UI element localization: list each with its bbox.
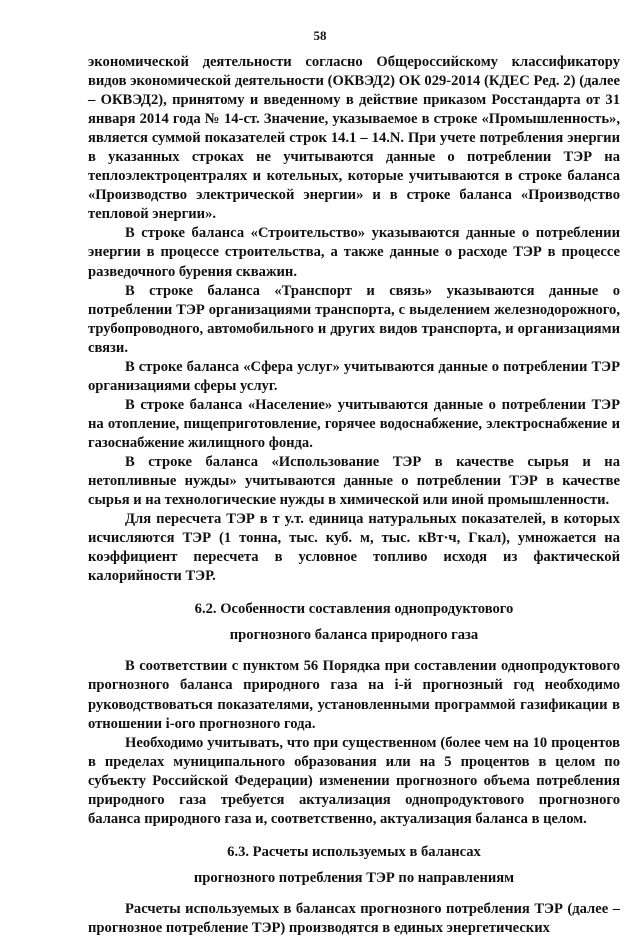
paragraph-actualization: Необходимо учитывать, что при существенном (более чем на 10 процентов в пределах муниципального образования или на 5 процентов в целом по субъекту Российской Федерации) изменении прогнозного объема потребления природного газа требуется актуализация однопродуктового прогнозного баланса природного газа и, соответственно, актуализация баланса в целом.: [88, 734, 620, 827]
paragraph-forecast-calc: Расчеты используемых в балансах прогнозного потребления ТЭР (далее – прогнозное потребление ТЭР) производятся в единых энергетических: [88, 900, 620, 936]
spacer: [88, 862, 620, 869]
spacer: [88, 829, 620, 843]
paragraph-transport: В строке баланса «Транспорт и связь» указываются данные о потреблении ТЭР организациями транспорта, с выделением железнодорожного, трубопроводного, автомобильного и других видов транспорта, и организациями связи.: [88, 282, 620, 356]
page-number: 58: [313, 28, 327, 43]
document-body: [88, 53, 620, 938]
spacer: [88, 645, 620, 657]
section-heading-6-2-line1: 6.2. Особенности составления однопродуктового: [194, 601, 514, 618]
paragraph-continuation: экономической деятельности согласно Общероссийскому классификатору видов экономической деятельности (ОКВЭД2) ОК 029-2014 (КДЕС Ред. 2) (далее – ОКВЭД2), принятому и введенному в действие приказом Росстандарта от 31 января 2014 года № 14-ст. Значение, указываемое в строке «Промышленность», является суммой показателей строк 14.1 – 14.N. При учете потребления энергии в указанных строках не учитываются данные о потреблении ТЭР на теплоэлектроцентралях и котельных, которые учитываются в строке баланса «Производство электрической энергии» и в строке баланса «Производство тепловой энергии».: [88, 54, 620, 223]
paragraph-raw-materials: В строке баланса «Использование ТЭР в качестве сырья и на нетопливные нужды» учитываются данные о потреблении ТЭР в качестве сырья и на технологические нужды в химической или иной промышленности.: [88, 453, 620, 509]
section-heading-6-3-line2: прогнозного потребления ТЭР по направлениям: [193, 869, 515, 886]
paragraph-gasification: В соответствии с пунктом 56 Порядка при составлении однопродуктового прогнозного баланса природного газа на i-й прогнозный год необходимо руководствоваться показателями, установленными программой газификации в отношении i-ого прогнозного года.: [88, 658, 620, 732]
section-heading-6-2-line2: прогнозного баланса природного газа: [229, 627, 479, 644]
spacer: [88, 586, 620, 600]
paragraph-conversion: Для пересчета ТЭР в т у.т. единица натуральных показателей, в которых исчисляются ТЭР (1 тонна, тыс. куб. м, тыс. кВт·ч, Гкал), умножается на коэффициент пересчета в условное топливо исходя из фактической калорийности ТЭР.: [88, 511, 620, 585]
paragraph-construction: В строке баланса «Строительство» указываются данные о потреблении энергии в процессе строительства, а также данные о расходе ТЭР в процессе разведочного бурения скважин.: [88, 225, 620, 280]
spacer: [88, 619, 620, 626]
paragraph-population: В строке баланса «Население» учитываются данные о потреблении ТЭР на отопление, пищеприготовление, горячее водоснабжение, электроснабжение и газоснабжение жилищного фонда.: [88, 396, 620, 451]
spacer: [88, 888, 620, 900]
paragraph-services: В строке баланса «Сфера услуг» учитываются данные о потреблении ТЭР организациями сферы услуг.: [88, 358, 620, 394]
section-heading-6-3-line1: 6.3. Расчеты используемых в балансах: [227, 843, 481, 860]
